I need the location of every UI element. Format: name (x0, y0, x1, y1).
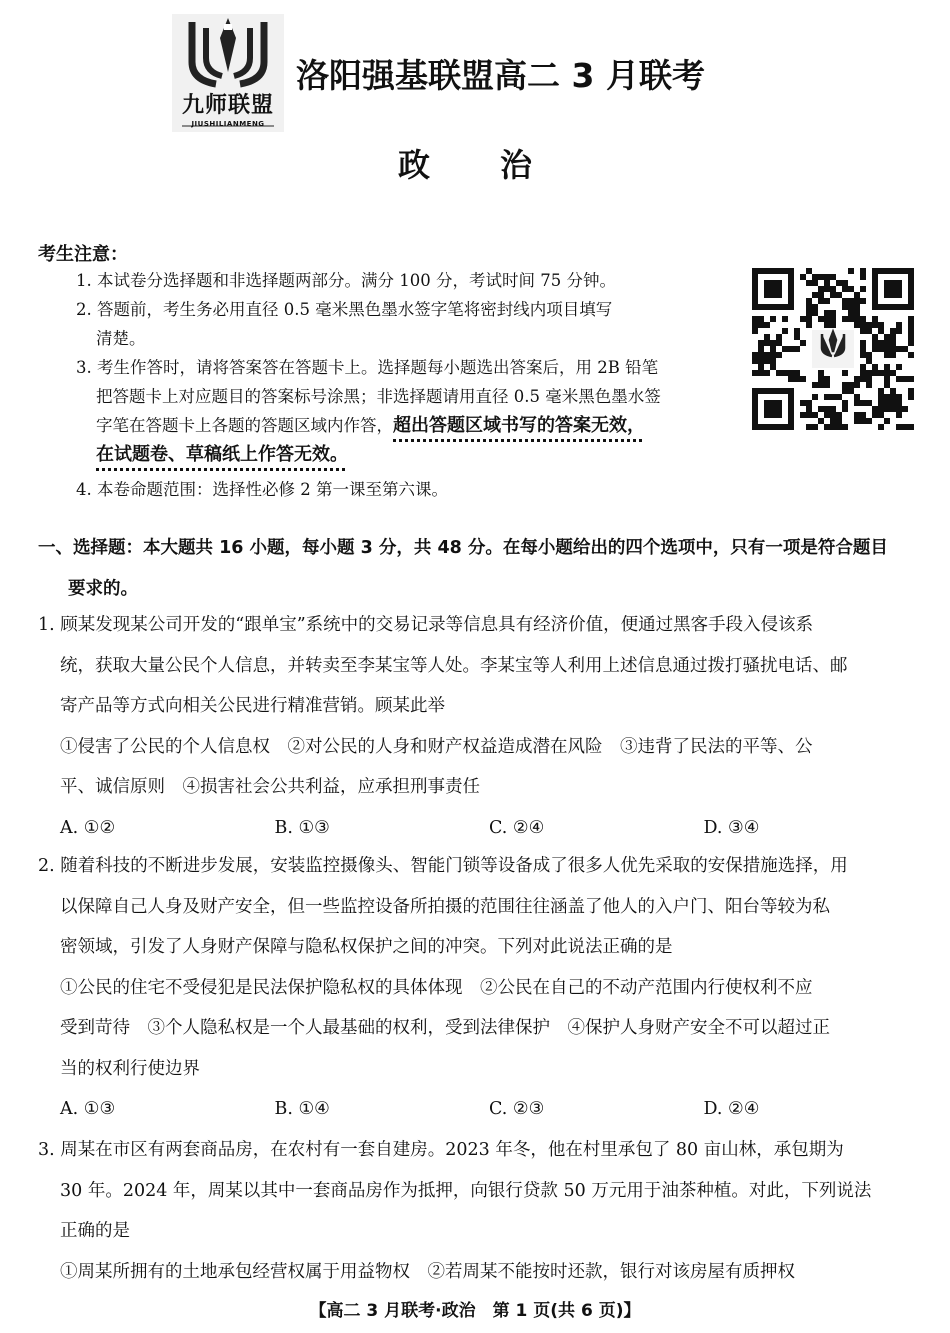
answer-options (38, 1089, 918, 1130)
option-c: C. ②④ (489, 817, 545, 838)
notice-item-2: 2. 答题前，考生务必用直径 0.5 毫米黑色墨水签字笔将密封线内项目填写 (76, 300, 613, 319)
notice-heading: 考生注意： (38, 244, 128, 265)
notice-emphasis-2: 在试题卷、草稿纸上作答无效。 (96, 444, 348, 465)
question-statement: ①公民的住宅不受侵犯是民法保护隐私权的具体体现 ②公民在自己的不动产范围内行使权利不应 (60, 977, 813, 998)
answer-options (38, 808, 918, 849)
question-stem: 3. 周某在市区有两套商品房，在农村有一套自建房。2023 年冬，他在村里承包了 80 亩山林，承包期为 (38, 1140, 844, 1160)
notice-item-3-text: 字笔在答题卡上各题的答题区域内作答， (96, 416, 393, 435)
question-stem: 正确的是 (60, 1221, 130, 1241)
notice-emphasis-1: 超出答题区域书写的答案无效， (393, 415, 645, 436)
subject-title: 政治 (398, 146, 603, 184)
page-footer: 【高二 3 月联考·政治 第 1 页(共 6 页)】 (309, 1301, 641, 1321)
section-heading (38, 528, 918, 610)
question-stem: 密领域，引发了人身财产保障与隐私权保护之间的冲突。下列对此说法正确的是 (60, 937, 673, 957)
notice-item-3-cont: 把答题卡上对应题目的答案标号涂黑；非选择题请用直径 0.5 毫米黑色墨水签 (96, 387, 661, 406)
question-statement: ①周某所拥有的土地承包经营权属于用益物权 ②若周某不能按时还款，银行对该房屋有质押权 (60, 1261, 795, 1282)
notice-item-2-cont: 清楚。 (96, 329, 146, 348)
question-statement: ①侵害了公民的个人信息权 ②对公民的人身和财产权益造成潜在风险 ③违背了民法的平等、公 (60, 736, 813, 757)
question-statement: 受到苛待 ③个人隐私权是一个人最基础的权利，受到法律保护 ④保护人身财产安全不可以超过正 (60, 1018, 830, 1038)
question-stem: 30 年。2024 年，周某以其中一套商品房作为抵押，向银行贷款 50 万元用于油茶种植。对此，下列说法 (60, 1180, 872, 1201)
option-a: A. ①② (60, 817, 116, 838)
option-b: B. ①④ (274, 1099, 330, 1119)
option-b: B. ①③ (274, 817, 330, 838)
notice-item-3-cont3 (76, 440, 736, 469)
question-stem: 2. 随着科技的不断进步发展，安装监控摄像头、智能门锁等设备成了很多人优先采取的安保措施选择，用 (38, 856, 848, 876)
notice-item-3: 3. 考生作答时，请将答案答在答题卡上。选择题每小题选出答案后，用 2B 铅笔 (76, 358, 659, 377)
notice-item-4: 4. 本卷命题范围：选择性必修 2 第一课至第六课。 (76, 480, 448, 499)
notice-item-3-cont2 (76, 411, 736, 440)
notice-list (76, 266, 736, 504)
qr-code-icon (752, 268, 914, 430)
option-d: D. ②④ (703, 1099, 760, 1119)
question-stem: 1. 顾某发现某公司开发的“跟单宝”系统中的交易记录等信息具有经济价值，便通过黑客手段入侵该系 (38, 615, 814, 635)
option-c: C. ②③ (489, 1099, 545, 1119)
question-2 (38, 846, 918, 1130)
section-line-1: 一、选择题：本大题共 16 小题，每小题 3 分，共 48 分。在每小题给出的四个选项中，只有一项是符合题目 (38, 538, 888, 558)
question-statement: 平、诚信原则 ④损害社会公共利益，应承担刑事责任 (60, 777, 480, 797)
logo-text: 九师联盟 (181, 93, 274, 118)
logo-subtext: JIUSHILIANMENG (191, 120, 265, 128)
question-stem: 统，获取大量公民个人信息，并转卖至李某宝等人处。李某宝等人利用上述信息通过拨打骚扰电话、邮 (60, 655, 848, 676)
question-stem: 以保障自己人身及财产安全，但一些监控设备所拍摄的范围往往涵盖了他人的入户门、阳台等较为私 (60, 896, 830, 917)
option-d: D. ③④ (703, 817, 760, 838)
question-3 (38, 1130, 918, 1292)
exam-title: 洛阳强基联盟高二 3 月联考 (296, 56, 705, 95)
question-stem: 寄产品等方式向相关公民进行精准营销。顾某此举 (60, 696, 445, 716)
section-line-2: 要求的。 (68, 579, 138, 599)
question-1 (38, 605, 918, 848)
notice-item-1: 1. 本试卷分选择题和非选择题两部分。满分 100 分，考试时间 75 分钟。 (76, 271, 616, 290)
question-statement: 当的权利行使边界 (60, 1058, 200, 1079)
option-a: A. ①③ (60, 1099, 116, 1119)
